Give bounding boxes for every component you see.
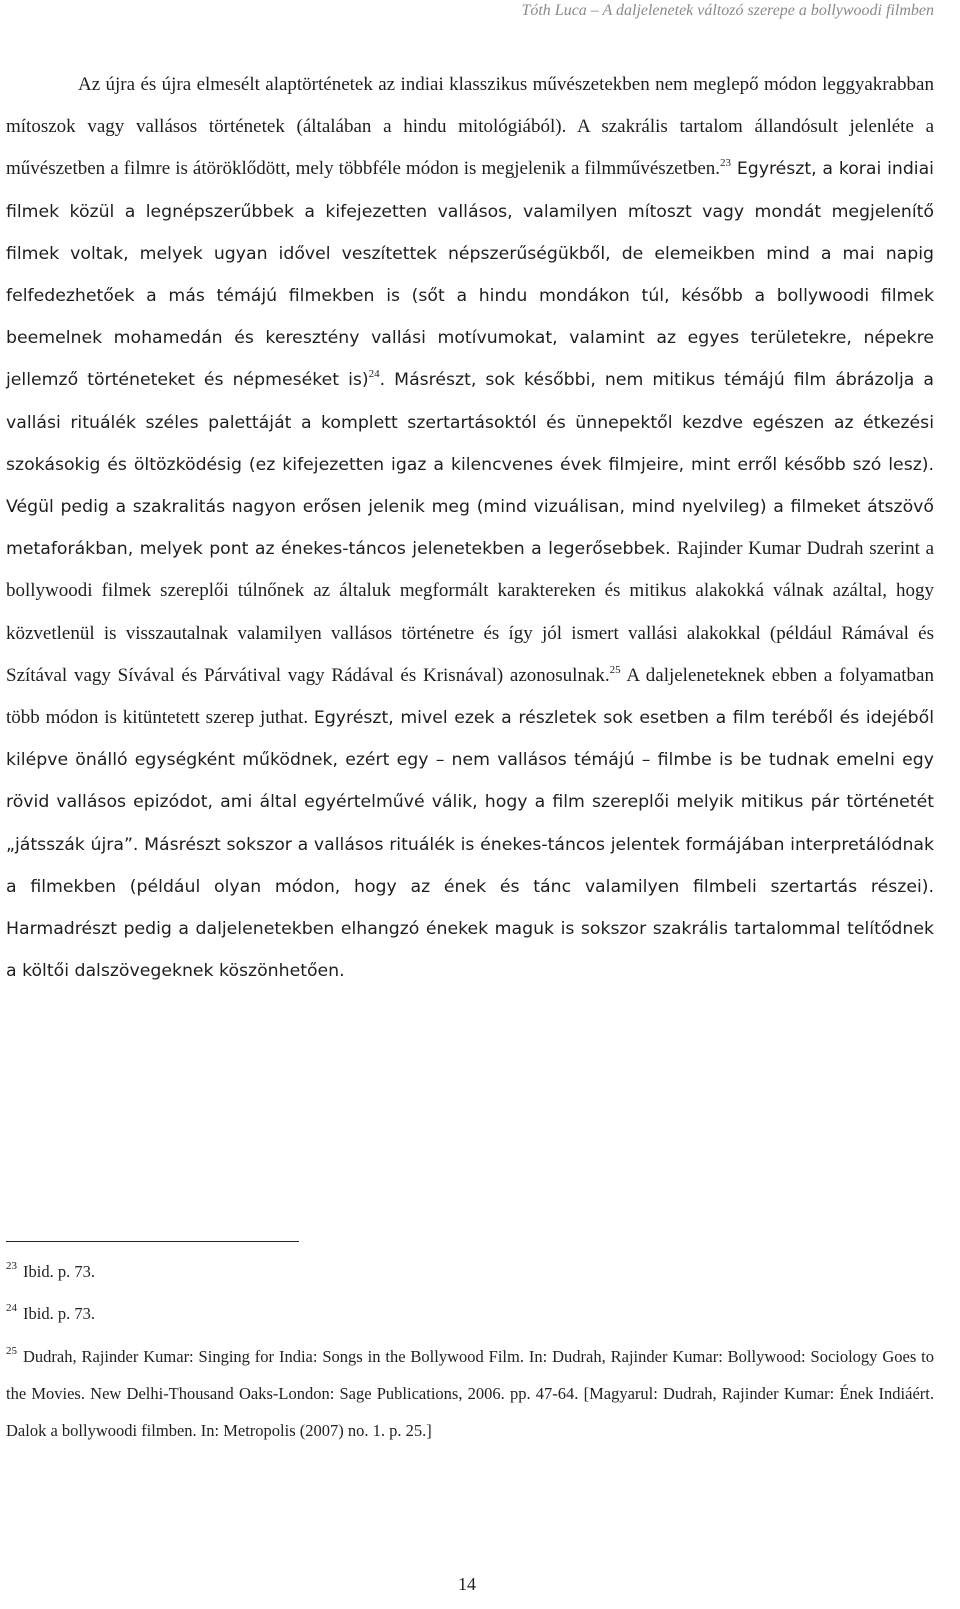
footnote-number: 24 xyxy=(6,1302,17,1314)
footnote-number: 23 xyxy=(6,1260,17,1272)
footnote-text: Ibid. p. 73. xyxy=(23,1304,95,1323)
footnotes xyxy=(6,1262,934,1449)
footnote-number: 25 xyxy=(6,1345,17,1357)
footnote-25 xyxy=(6,1338,934,1449)
text-segment: Az újra és újra elmesélt alaptörténetek az indiai klasszikus művészetekben nem meglepő módon leggyakrabban mítoszok vagy vallásos történetek (általában a hindu mitológiából). A szakrális tartalom állandósult jelenléte a művészetben a filmre is átöröklődött, mely többféle módon is megjelenik a filmművészetben. xyxy=(6,74,934,180)
text-segment: Egyrészt, mivel ezek a részletek sok esetben a film teréből és idejéből kilépve önálló egységként működnek, ezért egy – nem vallásos témájú – filmbe is be tudnak emelni egy rövid vallásos epizódot, ami által egyértelművé válik, hogy a film szereplői melyik mitikus pár történetét „játsszák újra”. Másrészt sokszor a vallásos rituálék is énekes-táncos jelentek formájában interpretálódnak a filmekben (például olyan módon, hogy az ének és tánc valamilyen filmbeli szertartás részei). Harmadrészt pedig a daljelenetekben elhangzó énekek maguk is sokszor szakrális tartalommal telítődnek a költői dalszövegeknek köszönhetően. xyxy=(6,708,934,982)
footnote-ref-23[interactable]: 23 xyxy=(720,157,732,170)
text-segment: A daljeleneteknek ebben a folyamatban több módon is kitüntetett szerep juthat. xyxy=(6,664,934,729)
main-text xyxy=(6,64,934,992)
footnote-text: Ibid. p. 73. xyxy=(23,1262,95,1281)
footnote-text: Dudrah, Rajinder Kumar: Singing for India: Songs in the Bollywood Film. In: Dudrah, Rajinder Kumar: Bollywood: Sociology Goes to the Movies. New Delhi-Thousand Oaks-London: Sage Publications, 2006. pp. 47-64. [Magyarul: Dudrah, Rajinder Kumar: Ének Indiáért. Dalok a bollywoodi filmben. In: Metropolis (2007) no. 1. p. 25.] xyxy=(6,1347,934,1440)
text-segment: Rajinder Kumar Dudrah szerint a bollywoodi filmek szereplői túlnőnek az általuk megformált karaktereken és mitikus alakokká válnak azáltal, hogy közvetlenül is visszautalnak valamilyen vallásos történetre és így jól ismert vallási alakokkal (például Rámával és Szítával vagy Sívával és Párvátival vagy Rádával és Krisnával) azonosulnak. xyxy=(6,538,935,686)
footnote-ref-25[interactable]: 25 xyxy=(609,663,621,676)
footnote-ref-24[interactable]: 24 xyxy=(368,368,380,381)
footnote-separator xyxy=(6,1241,299,1242)
text-segment: . Másrészt, sok későbbi, nem mitikus témájú film ábrázolja a vallási rituálék széles palettáját a komplett szertartásoktól és ünnepektől kezdve egészen az étkezési szokásokig és öltözködésig (ez kifejezetten igaz a kilencvenes évek filmjeire, mint erről később szó lesz). Végül pedig a szakralitás nagyon erősen jelenik meg (mind vizuálisan, mind nyelvileg) a filmeket átszövő metaforákban, melyek pont az énekes-táncos jelenetekben a legerősebbek. xyxy=(6,370,934,560)
footnote-24 xyxy=(6,1304,934,1324)
footnote-23 xyxy=(6,1262,934,1282)
page-number: 14 xyxy=(458,1574,476,1594)
text-segment: Egyrészt, a korai indiai filmek közül a legnépszerűbbek a kifejezetten vallásos, valamilyen mítoszt vagy mondát megjelenítő filmek voltak, melyek ugyan idővel veszítettek népszerűségükből, de elemeikben mind a mai napig felfedezhetőek a más témájú filmekben is (sőt a hindu mondákon túl, később a bollywoodi filmek beemelnek mohamedán és keresztény vallási motívumokat, valamint az egyes területekre, népekre jellemző történeteket és népmeséket is) xyxy=(6,159,934,391)
body-paragraph xyxy=(6,64,934,992)
running-header: Tóth Luca – A daljelenetek változó szerepe a bollywoodi filmben xyxy=(521,2,934,19)
